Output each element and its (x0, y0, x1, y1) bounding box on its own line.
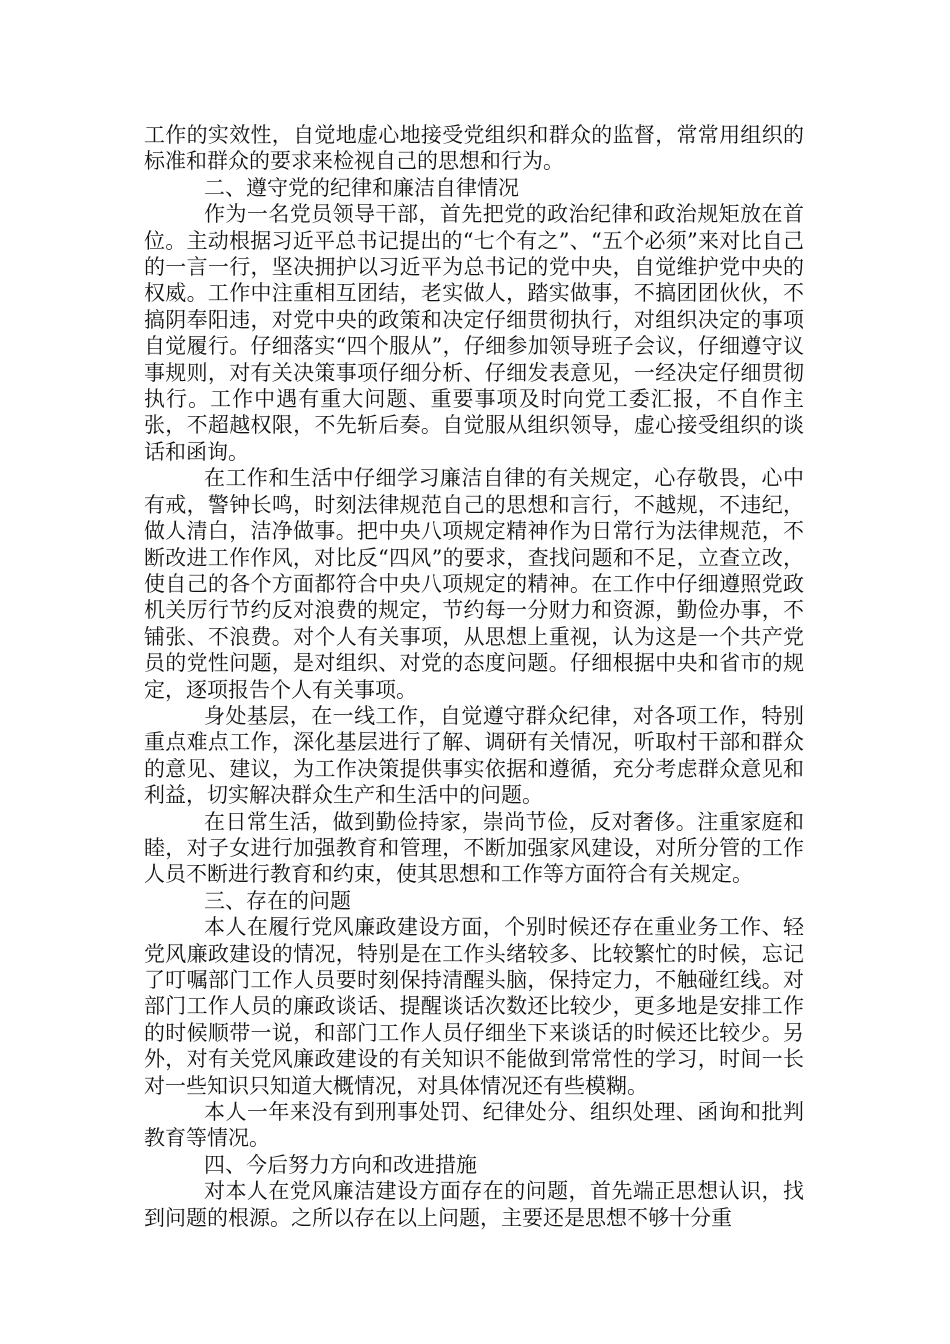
paragraph-problems: 本人在履行党风廉政建设方面，个别时候还存在重业务工作、轻党风廉政建设的情况，特别是在工作头绪较多、比较繁忙的时候，忘记了叮嘱部门工作人员要时刻保持清醒头脑，保持定力，不触碰红线。对部门工作人员的廉政谈话、提醒谈话次数还比较少，更多地是安排工作的时候顺带一说，和部门工作人员仔细坐下来谈话的时候还比较少。另外，对有关党风廉政建设的有关知识不能做到常常性的学习，时间一长对一些知识只知道大概情况，对具体情况还有些模糊。 (144, 915, 804, 1098)
section-heading-improvement: 四、今后努力方向和改进措施 (204, 1152, 477, 1177)
paragraph-political-discipline: 作为一名党员领导干部，首先把党的政治纪律和政治规矩放在首位。主动根据习近平总书记提出的“七个有之”、“五个必须”来对比自己的一言一行，坚决拥护以习近平为总书记的党中央，自觉维护党中央的权威。工作中注重相互团结，老实做人，踏实做事，不搞团团伙伙，不搞阴奉阳违，对党中央的政策和决定仔细贯彻执行，对组织决定的事项自觉履行。仔细落实“四个服从”，仔细参加领导班子会议，仔细遵守议事规则，对有关决策事项仔细分析、仔细发表意见，一经决定仔细贯彻执行。工作中遇有重大问题、重要事项及时向党工委汇报，不自作主张，不超越权限，不先斩后奏。自觉服从组织领导，虚心接受组织的谈话和函询。 (144, 202, 804, 464)
paragraph-grassroots-work: 身处基层，在一线工作，自觉遵守群众纪律，对各项工作，特别重点难点工作，深化基层进行了解、调研有关情况，听取村干部和群众的意见、建议，为工作决策提供事实依据和遵循，充分考虑群众意见和利益，切实解决群众生产和生活中的问题。 (144, 703, 804, 808)
section-heading-problems: 三、存在的问题 (204, 888, 351, 913)
paragraph-self-discipline: 在工作和生活中仔细学习廉洁自律的有关规定，心存敬畏，心中有戒，警钟长鸣，时刻法律规范自己的思想和言行，不越规，不违纪，做人清白，洁净做事。把中央八项规定精神作为日常行为法律规范，不断改进工作作风，对比反“四风”的要求，查找问题和不足，立查立改，使自己的各个方面都符合中央八项规定的精神。在工作中仔细遵照党政机关厉行节约反对浪费的规定，节约每一分财力和资源，勤俭办事，不铺张、不浪费。对个人有关事项，从思想上重视，认为这是一个共产党员的党性问题，是对组织、对党的态度问题。仔细根据中央和省市的规定，逐项报告个人有关事项。 (144, 466, 804, 702)
section-heading-discipline: 二、遵守党的纪律和廉洁自律情况 (204, 175, 519, 200)
paragraph-no-penalties: 本人一年来没有到刑事处罚、纪律处分、组织处理、函询和批判教育等情况。 (144, 1100, 804, 1151)
paragraph-continued: 工作的实效性，自觉地虚心地接受党组织和群众的监督，常常用组织的标准和群众的要求来检视自己的思想和行为。 (144, 123, 804, 174)
paragraph-daily-life: 在日常生活，做到勤俭持家，崇尚节俭，反对奢侈。注重家庭和睦，对子女进行加强教育和管理，不断加强家风建设，对所分管的工作人员不断进行教育和约束，使其思想和工作等方面符合有关规定。 (144, 809, 804, 887)
paragraph-improvement: 对本人在党风廉洁建设方面存在的问题，首先端正思想认识，找到问题的根源。之所以存在以上问题，主要还是思想不够十分重 (144, 1179, 804, 1230)
document-page (144, 122, 804, 1231)
